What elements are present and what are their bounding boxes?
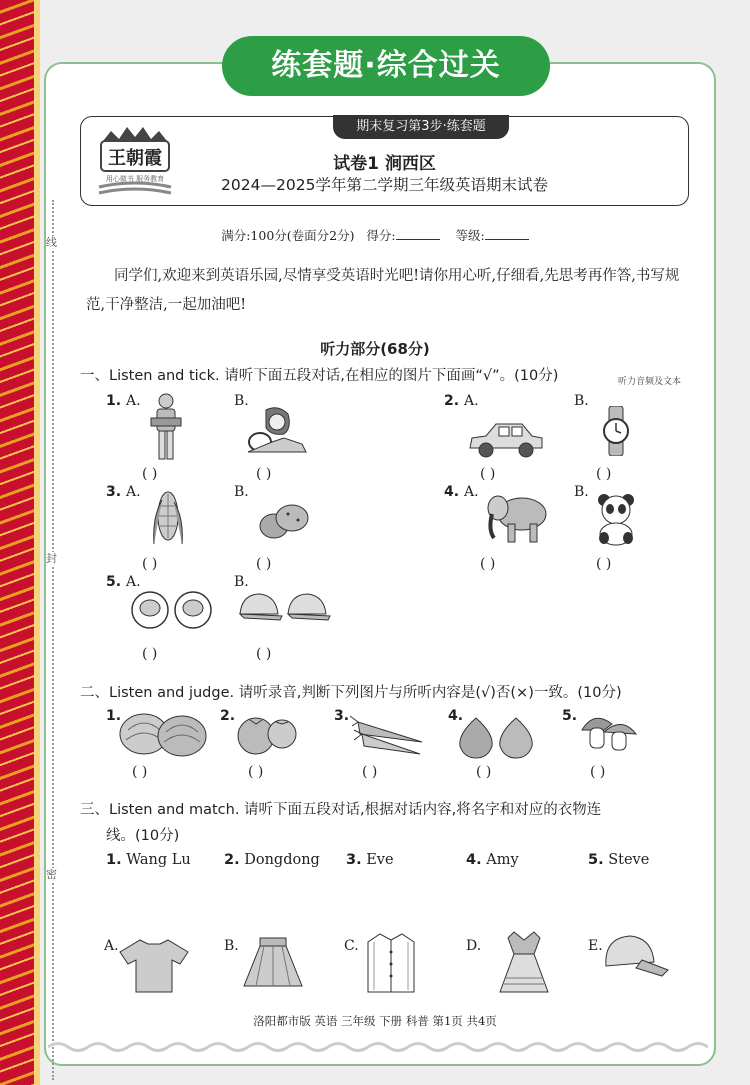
- q1-item-4-b: B.: [574, 484, 589, 500]
- q2-2-answer[interactable]: ( ): [248, 764, 264, 780]
- car-icon: [466, 418, 546, 462]
- q3-name-2-number: 2.: [224, 852, 240, 868]
- q3-name-3-text: Eve: [366, 852, 394, 868]
- cabbage-icon: [118, 710, 210, 758]
- q1-item-3-b: B.: [234, 484, 249, 500]
- q3-clothes-c-letter: C.: [344, 938, 359, 954]
- mushroom-icon: [574, 710, 640, 754]
- q1-item-4-number: 4.: [444, 484, 460, 500]
- skirt-icon[interactable]: [240, 936, 306, 990]
- q1-item-2-a: A.: [464, 393, 479, 409]
- caps-icon: [236, 590, 332, 626]
- score-blank[interactable]: [396, 227, 440, 240]
- q1-3b-answer[interactable]: ( ): [256, 556, 272, 572]
- corn-icon: [146, 488, 186, 550]
- q3-name-5-number: 5.: [588, 852, 604, 868]
- q3-name-5-text: Steve: [608, 852, 650, 868]
- q2-item-1-number: 1.: [106, 708, 122, 724]
- paper-subtitle: 2024—2025学年第二学期三年级英语期末试卷: [221, 176, 548, 194]
- t-shirt-icon[interactable]: [118, 936, 190, 994]
- page-footer: 洛阳都市版 英语 三年级 下册 科普 第1页 共4页: [253, 1014, 497, 1028]
- q1-5b-answer[interactable]: ( ): [256, 646, 272, 662]
- score-line: [0, 226, 750, 244]
- score-label: 得分:: [366, 228, 396, 243]
- q3-heading-line2: 线。(10分): [106, 828, 180, 844]
- grade-label: 等级:: [455, 228, 485, 243]
- q1-2b-answer[interactable]: ( ): [596, 466, 612, 482]
- onion-icon: [456, 714, 538, 760]
- q2-item-3-number: 3.: [334, 708, 350, 724]
- binding-strip: [0, 0, 40, 1085]
- q2-item-4-number: 4.: [448, 708, 464, 724]
- full-score: 满分:100分(卷面分2分): [221, 228, 355, 243]
- q2-4-answer[interactable]: ( ): [476, 764, 492, 780]
- q1-heading: 一、Listen and tick. 请听下面五段对话,在相应的图片下面画“√”。(10分): [80, 368, 559, 384]
- q3-name-4[interactable]: [466, 852, 519, 868]
- q1-2a-answer[interactable]: ( ): [480, 466, 496, 482]
- carrot-icon: [348, 712, 428, 756]
- q2-5-answer[interactable]: ( ): [590, 764, 606, 780]
- q3-heading-line1: 三、Listen and match. 请听下面五段对话,根据对话内容,将名字和对应的衣物连: [80, 802, 602, 818]
- q1-item-1-b: B.: [234, 393, 249, 409]
- paper-title: 试卷1 涧西区: [333, 154, 436, 174]
- q1-item-3-a: A.: [126, 484, 141, 500]
- q1-5a-answer[interactable]: ( ): [142, 646, 158, 662]
- svg-text:用心做书 服务教育: 用心做书 服务教育: [105, 175, 165, 183]
- hats-icon: [130, 590, 214, 630]
- q2-3-answer[interactable]: ( ): [362, 764, 378, 780]
- tomato-icon: [236, 712, 302, 756]
- farmer-icon: [146, 392, 186, 464]
- q1-item-2-b: B.: [574, 393, 589, 409]
- dress-icon[interactable]: [496, 928, 552, 996]
- q1-item-5-b: B.: [234, 574, 249, 590]
- q2-item-2-number: 2.: [220, 708, 236, 724]
- q3-name-5[interactable]: [588, 852, 649, 868]
- title-box: [80, 116, 689, 206]
- section-banner: 练套题·综合过关: [222, 36, 550, 96]
- panda-icon: [594, 492, 640, 546]
- q3-name-1-text: Wang Lu: [126, 852, 191, 868]
- grade-blank[interactable]: [485, 227, 529, 240]
- q3-clothes-a-letter: A.: [104, 938, 119, 954]
- q2-1-answer[interactable]: ( ): [132, 764, 148, 780]
- binding-mark-middle: 封: [46, 552, 60, 566]
- q1-item-5-number: 5.: [106, 574, 122, 590]
- q3-name-2[interactable]: [224, 852, 320, 868]
- q1-item-2-number: 2.: [444, 393, 460, 409]
- step-tab: 期末复习第3步·练套题: [333, 115, 509, 139]
- q1-item-4-a: A.: [464, 484, 479, 500]
- elephant-icon: [484, 490, 550, 546]
- q1-item-5-a: A.: [126, 574, 141, 590]
- potato-icon: [256, 500, 312, 544]
- q2-item-5-number: 5.: [562, 708, 578, 724]
- q1-1b-answer[interactable]: ( ): [256, 466, 272, 482]
- intro-text: 同学们,欢迎来到英语乐园,尽情享受英语时光吧!请你用心听,仔细看,先思考再作答,书写规范,干净整洁,一起加油吧!: [86, 268, 680, 313]
- q3-clothes-e-letter: E.: [588, 938, 603, 954]
- q1-item-1-number: 1.: [106, 393, 122, 409]
- q3-name-4-number: 4.: [466, 852, 482, 868]
- q3-name-3[interactable]: [346, 852, 394, 868]
- shirt-icon[interactable]: [364, 930, 418, 994]
- binding-dotted-line: [52, 200, 56, 1080]
- q3-name-3-number: 3.: [346, 852, 362, 868]
- driver-icon: [244, 404, 310, 460]
- q3-clothes-d-letter: D.: [466, 938, 482, 954]
- q3-name-2-text: Dongdong: [244, 852, 320, 868]
- q2-heading: 二、Listen and judge. 请听录音,判断下列图片与所听内容是(√)否(×)一致。(10分): [80, 685, 622, 701]
- q1-4a-answer[interactable]: ( ): [480, 556, 496, 572]
- svg-text:王朝霞: 王朝霞: [108, 148, 162, 169]
- binding-mark-bottom: 密: [46, 868, 60, 882]
- watch-icon: [598, 406, 634, 456]
- binding-mark-top: 线: [46, 236, 60, 250]
- q1-1a-answer[interactable]: ( ): [142, 466, 158, 482]
- listening-section-heading: 听力部分(68分): [320, 340, 430, 358]
- q3-name-1[interactable]: [106, 852, 191, 868]
- q3-clothes-b-letter: B.: [224, 938, 239, 954]
- footer-wave-decoration: [48, 1040, 708, 1054]
- q1-3a-answer[interactable]: ( ): [142, 556, 158, 572]
- audio-note: 听力音频及文本: [618, 377, 682, 387]
- q3-name-4-text: Amy: [486, 852, 519, 868]
- q1-item-1-a: A.: [126, 393, 141, 409]
- q1-4b-answer[interactable]: ( ): [596, 556, 612, 572]
- q1-item-3-number: 3.: [106, 484, 122, 500]
- q3-name-1-number: 1.: [106, 852, 122, 868]
- cap-icon[interactable]: [602, 932, 670, 978]
